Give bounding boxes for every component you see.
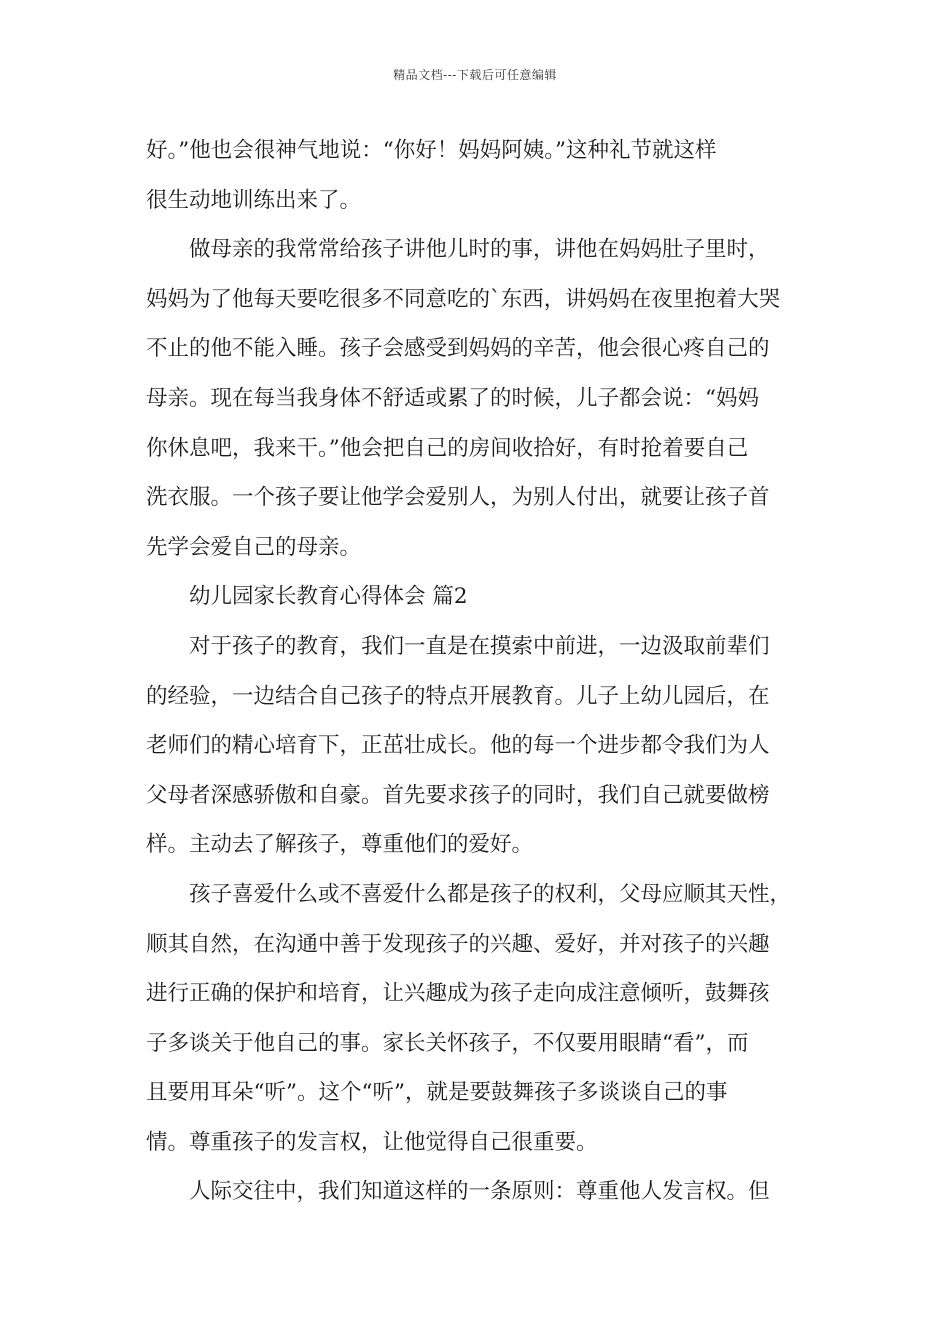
- text-line: 样。主动去了解孩子，尊重他们的爱好。: [146, 832, 534, 858]
- text-line: 好。”他也会很神气地说：“你好！妈妈阿姨。”这种礼节就这样: [146, 138, 717, 163]
- text-line: 顺其自然，在沟通中善于发现孩子的兴趣、爱好，并对孩子的兴趣: [146, 931, 770, 957]
- text-line: 不止的他不能入睡。孩子会感受到妈妈的辛苦，他会很心疼自己的: [146, 336, 770, 362]
- paragraph-4: [146, 870, 836, 1168]
- document-body: [146, 126, 836, 1217]
- text-line: 母亲。现在每当我身体不舒适或累了的时候，儿子都会说：“妈妈: [146, 385, 759, 411]
- text-line: 做母亲的我常常给孩子讲他儿时的事，讲他在妈妈肚子里时，: [189, 237, 770, 263]
- text-line: 父母者深感骄傲和自豪。首先要求孩子的同时，我们自己就要做榜: [146, 782, 770, 808]
- paragraph-1: [146, 126, 836, 225]
- text-line: 孩子喜爱什么或不喜爱什么都是孩子的权利，父母应顺其天性，: [189, 881, 792, 907]
- text-line: 洗衣服。一个孩子要让他学会爱别人，为别人付出，就要让孩子首: [146, 485, 770, 511]
- page-header: 精品文档---下载后可任意编辑: [393, 68, 557, 82]
- text-line: 人际交往中，我们知道这样的一条原则：尊重他人发言权。但: [189, 1179, 770, 1205]
- text-line: 妈妈为了他每天要吃很多不同意吃的`东西，讲妈妈在夜里抱着大哭: [146, 286, 781, 312]
- text-line: 进行正确的保护和培育，让兴趣成为孩子走向成注意倾听，鼓舞孩: [146, 981, 770, 1007]
- text-line: 且要用耳朵“听”。这个“听”，就是要鼓舞孩子多谈谈自己的事: [146, 1080, 728, 1106]
- section-heading: [146, 572, 836, 622]
- text-line: 的经验，一边结合自己孩子的特点开展教育。儿子上幼儿园后，在: [146, 683, 770, 709]
- text-line: 子多谈关于他自己的事。家长关怀孩子，不仅要用眼睛“看”，而: [146, 1030, 749, 1056]
- text-line: 先学会爱自己的母亲。: [146, 534, 362, 560]
- heading-text: 幼儿园家长教育心得体会 篇2: [189, 584, 468, 610]
- text-line: 你休息吧，我来干。”他会把自己的房间收拾好，有时抢着要自己: [146, 435, 749, 461]
- text-line: 很生动地训练出来了。: [146, 187, 362, 213]
- paragraph-3: [146, 622, 836, 870]
- text-line: 情。尊重孩子的发言权，让他觉得自己很重要。: [146, 1129, 598, 1155]
- text-line: 老师们的精心培育下，正茁壮成长。他的每一个进步都令我们为人: [146, 733, 770, 759]
- paragraph-5: [146, 1167, 836, 1217]
- paragraph-2: [146, 225, 836, 572]
- text-line: 对于孩子的教育，我们一直是在摸索中前进，一边汲取前辈们: [189, 633, 770, 659]
